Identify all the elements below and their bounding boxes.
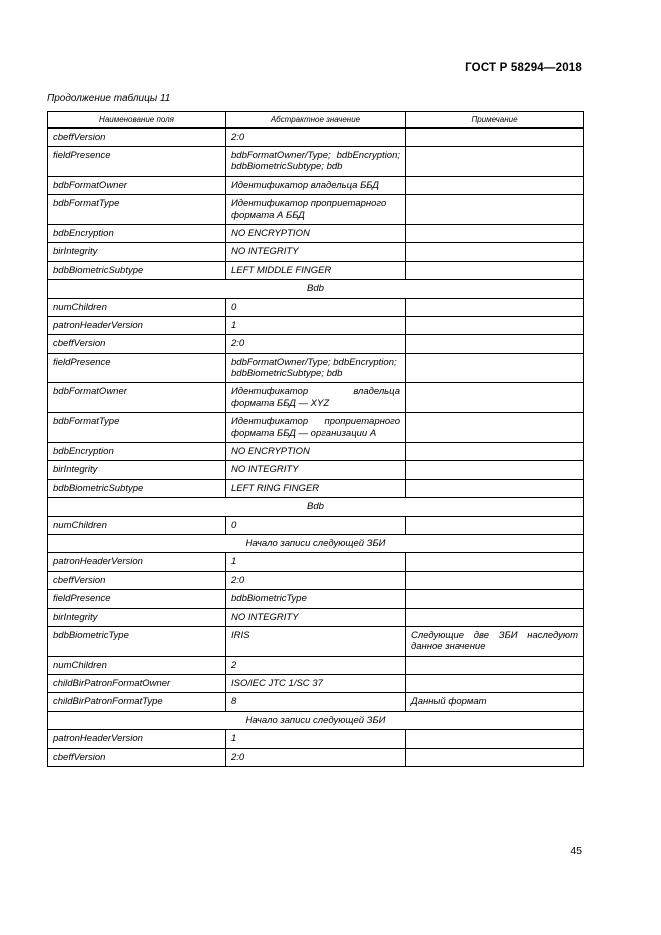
note-cell	[406, 516, 584, 534]
column-header-abstract-value: Абстрактное значение	[226, 112, 406, 128]
field-name-cell: fieldPresence	[48, 353, 226, 383]
note-cell	[406, 413, 584, 443]
note-cell	[406, 571, 584, 589]
field-name-cell: bdbFormatType	[48, 195, 226, 225]
section-label: Bdb	[48, 280, 584, 298]
table-row	[48, 461, 584, 479]
field-name-cell: childBirPatronFormatType	[48, 693, 226, 711]
table-section-row	[48, 280, 584, 298]
note-cell	[406, 730, 584, 748]
abstract-value-cell: NO INTEGRITY	[226, 608, 406, 626]
table-header-row	[48, 112, 584, 128]
table-row	[48, 128, 584, 147]
standard-code: ГОСТ Р 58294—2018	[465, 62, 582, 74]
note-cell	[406, 128, 584, 147]
abstract-value-cell: 2	[226, 656, 406, 674]
abstract-value-cell: ISO/IEC JTC 1/SC 37	[226, 675, 406, 693]
table-row	[48, 298, 584, 316]
abstract-value-cell: Идентификатор владельца формата ББД — XYZ	[226, 383, 406, 413]
table-row	[48, 675, 584, 693]
abstract-value-cell: bdbFormatOwner/Type; bdbEncryption; bdbBiometricSubtype; bdb	[226, 146, 406, 176]
page-number: 45	[570, 845, 582, 857]
table-row	[48, 590, 584, 608]
table-row	[48, 748, 584, 766]
column-header-field-name: Наименование поля	[48, 112, 226, 128]
table-body	[48, 128, 584, 767]
table-row	[48, 316, 584, 334]
table-row	[48, 335, 584, 353]
note-cell	[406, 590, 584, 608]
section-label: Bdb	[48, 498, 584, 516]
table-row	[48, 146, 584, 176]
note-cell	[406, 675, 584, 693]
table-row	[48, 243, 584, 261]
field-name-cell: bdbFormatOwner	[48, 176, 226, 194]
table-row	[48, 626, 584, 656]
note-cell	[406, 383, 584, 413]
table-row	[48, 553, 584, 571]
field-name-cell: patronHeaderVersion	[48, 553, 226, 571]
table-row	[48, 353, 584, 383]
abstract-value-cell: 2:0	[226, 748, 406, 766]
table-row	[48, 383, 584, 413]
table-row	[48, 516, 584, 534]
table-row	[48, 176, 584, 194]
table-row	[48, 656, 584, 674]
abstract-value-cell: Идентификатор проприетарного формата А ББД	[226, 195, 406, 225]
abstract-value-cell: bdbFormatOwner/Type; bdbEncryption; bdbBiometricSubtype; bdb	[226, 353, 406, 383]
note-cell	[406, 261, 584, 279]
field-name-cell: birIntegrity	[48, 461, 226, 479]
field-name-cell: bdbEncryption	[48, 224, 226, 242]
note-cell	[406, 316, 584, 334]
note-cell	[406, 479, 584, 497]
note-cell	[406, 176, 584, 194]
section-label: Начало записи следующей ЗБИ	[48, 711, 584, 729]
abstract-value-cell: Идентификатор проприетарного формата ББД — организации А	[226, 413, 406, 443]
spec-table	[47, 111, 584, 767]
abstract-value-cell: 0	[226, 516, 406, 534]
abstract-value-cell: NO ENCRYPTION	[226, 224, 406, 242]
abstract-value-cell: 1	[226, 553, 406, 571]
abstract-value-cell: NO INTEGRITY	[226, 461, 406, 479]
field-name-cell: cbeffVersion	[48, 748, 226, 766]
note-cell	[406, 146, 584, 176]
field-name-cell: bdbBiometricType	[48, 626, 226, 656]
field-name-cell: bdbBiometricSubtype	[48, 479, 226, 497]
note-cell	[406, 656, 584, 674]
abstract-value-cell: LEFT RING FINGER	[226, 479, 406, 497]
table-row	[48, 261, 584, 279]
note-cell	[406, 335, 584, 353]
note-cell	[406, 243, 584, 261]
field-name-cell: bdbBiometricSubtype	[48, 261, 226, 279]
note-cell	[406, 195, 584, 225]
table-section-row	[48, 711, 584, 729]
section-label: Начало записи следующей ЗБИ	[48, 534, 584, 552]
abstract-value-cell: NO INTEGRITY	[226, 243, 406, 261]
table-row	[48, 479, 584, 497]
table-row	[48, 571, 584, 589]
abstract-value-cell: 0	[226, 298, 406, 316]
field-name-cell: bdbFormatType	[48, 413, 226, 443]
abstract-value-cell: IRIS	[226, 626, 406, 656]
field-name-cell: bdbEncryption	[48, 443, 226, 461]
abstract-value-cell: NO ENCRYPTION	[226, 443, 406, 461]
table-section-row	[48, 534, 584, 552]
note-cell: Данный формат	[406, 693, 584, 711]
table-row	[48, 730, 584, 748]
field-name-cell: childBirPatronFormatOwner	[48, 675, 226, 693]
table-row	[48, 608, 584, 626]
note-cell	[406, 553, 584, 571]
table-row	[48, 443, 584, 461]
table-row	[48, 413, 584, 443]
abstract-value-cell: LEFT MIDDLE FINGER	[226, 261, 406, 279]
field-name-cell: patronHeaderVersion	[48, 730, 226, 748]
note-cell	[406, 443, 584, 461]
table-continuation-caption: Продолжение таблицы 11	[47, 93, 171, 104]
abstract-value-cell: 2:0	[226, 335, 406, 353]
field-name-cell: numChildren	[48, 298, 226, 316]
field-name-cell: birIntegrity	[48, 608, 226, 626]
abstract-value-cell: Идентификатор владельца ББД	[226, 176, 406, 194]
field-name-cell: numChildren	[48, 516, 226, 534]
abstract-value-cell: bdbBiometricType	[226, 590, 406, 608]
table-row	[48, 693, 584, 711]
field-name-cell: cbeffVersion	[48, 128, 226, 147]
column-header-note: Примечание	[406, 112, 584, 128]
table-row	[48, 224, 584, 242]
field-name-cell: patronHeaderVersion	[48, 316, 226, 334]
note-cell	[406, 748, 584, 766]
field-name-cell: cbeffVersion	[48, 335, 226, 353]
field-name-cell: fieldPresence	[48, 590, 226, 608]
note-cell	[406, 461, 584, 479]
abstract-value-cell: 1	[226, 316, 406, 334]
note-cell	[406, 608, 584, 626]
field-name-cell: cbeffVersion	[48, 571, 226, 589]
field-name-cell: fieldPresence	[48, 146, 226, 176]
note-cell: Следующие две ЗБИ наследуют данное значение	[406, 626, 584, 656]
note-cell	[406, 224, 584, 242]
abstract-value-cell: 1	[226, 730, 406, 748]
table-row	[48, 195, 584, 225]
field-name-cell: birIntegrity	[48, 243, 226, 261]
abstract-value-cell: 2:0	[226, 128, 406, 147]
field-name-cell: numChildren	[48, 656, 226, 674]
note-cell	[406, 353, 584, 383]
abstract-value-cell: 8	[226, 693, 406, 711]
note-cell	[406, 298, 584, 316]
abstract-value-cell: 2:0	[226, 571, 406, 589]
table-section-row	[48, 498, 584, 516]
field-name-cell: bdbFormatOwner	[48, 383, 226, 413]
